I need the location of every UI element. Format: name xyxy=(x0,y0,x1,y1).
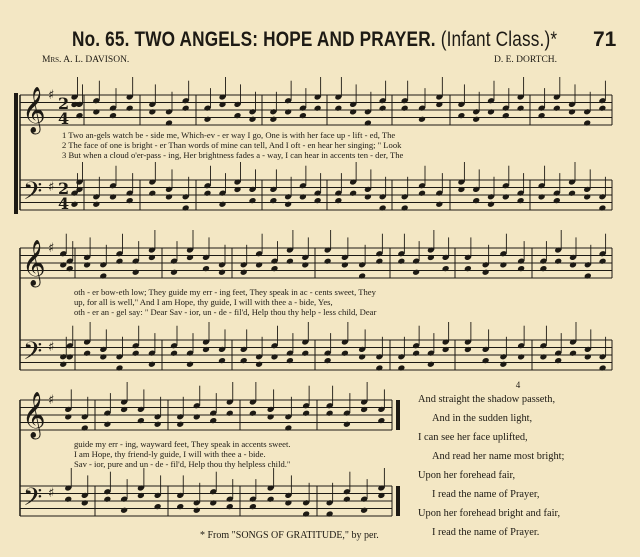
note-head xyxy=(209,417,217,424)
note-head xyxy=(324,357,332,364)
note-head xyxy=(457,112,465,119)
bass-clef: 𝄢 xyxy=(23,177,43,212)
note-head xyxy=(299,193,307,200)
lyric-line-s2-v2: up, for all is well," And I am Hope, thy guide, I will with thee a - bide, Yes, xyxy=(74,297,333,307)
note-head xyxy=(482,269,490,276)
note-head xyxy=(255,261,263,268)
note-head xyxy=(132,350,140,357)
note-head xyxy=(379,105,387,112)
time-signature: 4 xyxy=(58,194,70,213)
note-head xyxy=(364,193,372,200)
note-head xyxy=(154,503,162,510)
note-head xyxy=(154,421,162,428)
note-head xyxy=(302,410,310,417)
note-head xyxy=(193,507,201,514)
note-head xyxy=(120,507,128,514)
note-head xyxy=(502,193,510,200)
note-head xyxy=(92,108,100,115)
note-head xyxy=(165,193,173,200)
composer-credit: Mrs. A. L. DAVISON. xyxy=(42,55,130,65)
note-head xyxy=(271,353,279,360)
note-head xyxy=(126,105,134,112)
note-head xyxy=(472,197,480,204)
note-head xyxy=(176,503,184,510)
note-head xyxy=(182,105,190,112)
note-head xyxy=(234,112,242,119)
note-head xyxy=(186,361,194,368)
final-barline xyxy=(396,400,400,430)
note-head xyxy=(401,105,409,112)
hymn-subtitle: (Infant Class.)* xyxy=(440,28,558,51)
verse-number: 4 xyxy=(515,380,521,390)
note-head xyxy=(81,499,89,506)
note-head xyxy=(204,190,212,197)
note-head xyxy=(255,361,263,368)
note-head xyxy=(502,112,510,119)
note-head xyxy=(103,421,111,428)
note-head xyxy=(271,265,279,272)
lyric-line-s3-v1: guide my err - ing, wayward feet, They speak in accents sweet. xyxy=(74,439,291,449)
note-head xyxy=(148,190,156,197)
note-head xyxy=(240,357,248,364)
note-head xyxy=(301,261,309,268)
note-head xyxy=(464,265,472,272)
treble-clef: 𝄞 xyxy=(22,240,46,286)
note-head xyxy=(132,269,140,276)
verse-line: Upon her forehead fair, xyxy=(418,470,516,481)
note-head xyxy=(418,190,426,197)
note-head xyxy=(324,258,332,265)
note-head xyxy=(226,410,234,417)
note-head xyxy=(66,265,74,272)
note-head xyxy=(284,201,292,208)
note-head xyxy=(314,105,322,112)
note-head xyxy=(269,116,277,123)
note-head xyxy=(299,112,307,119)
verse-line: Upon her forehead bright and fair, xyxy=(418,508,561,519)
number-title: No. 65. TWO ANGELS: HOPE AND PRAYER. xyxy=(72,28,436,51)
note-head xyxy=(554,258,562,265)
note-head xyxy=(412,350,420,357)
footnote: * From "SONGS OF GRATITUDE," by per. xyxy=(200,530,379,541)
note-head xyxy=(218,357,226,364)
note-head xyxy=(499,261,507,268)
note-head xyxy=(83,261,91,268)
note-head xyxy=(64,413,72,420)
note-head xyxy=(499,361,507,368)
note-head xyxy=(397,258,405,265)
lyric-line-s2-v1: oth - er bow-eth low; They guide my err - ing feet, They speak in ac - cents sweet, They xyxy=(74,287,376,297)
note-head xyxy=(539,265,547,272)
note-head xyxy=(103,496,111,503)
note-head xyxy=(349,190,357,197)
note-head xyxy=(377,417,385,424)
verse-line: I can see her face uplifted, xyxy=(418,432,528,443)
note-head xyxy=(568,190,576,197)
sharp-sign: ♯ xyxy=(48,486,55,501)
note-head xyxy=(218,269,226,276)
sharp-sign: ♯ xyxy=(48,88,55,103)
note-head xyxy=(539,353,547,360)
verse-line: I read the name of Prayer. xyxy=(432,527,540,538)
note-head xyxy=(569,261,577,268)
note-head xyxy=(599,258,607,265)
note-head xyxy=(219,201,227,208)
note-head xyxy=(487,201,495,208)
sharp-sign: ♯ xyxy=(48,241,55,256)
note-head xyxy=(343,496,351,503)
note-head xyxy=(202,265,210,272)
sharp-sign: ♯ xyxy=(48,180,55,195)
time-signature: 2 xyxy=(58,179,70,198)
note-head xyxy=(326,410,334,417)
treble-clef: 𝄞 xyxy=(22,87,46,133)
note-head xyxy=(334,105,342,112)
note-head xyxy=(517,265,525,272)
verse-line: And straight the shadow passeth, xyxy=(418,394,556,405)
note-head xyxy=(341,350,349,357)
sharp-sign: ♯ xyxy=(48,340,55,355)
verse-line: I read the name of Prayer, xyxy=(432,489,540,500)
note-head xyxy=(360,507,368,514)
verse-line: And in the sudden light, xyxy=(432,413,533,424)
lyric-line-s1-v3: 3 But when a cloud o'er-pass - ing, Her brightness fades a - way, I can hear in accents ten - der, The xyxy=(62,150,404,160)
note-head xyxy=(249,503,257,510)
note-head xyxy=(249,410,257,417)
note-head xyxy=(553,105,561,112)
note-head xyxy=(267,496,275,503)
note-head xyxy=(267,413,275,420)
note-head xyxy=(99,353,107,360)
note-head xyxy=(193,413,201,420)
note-head xyxy=(204,116,212,123)
note-head xyxy=(517,197,525,204)
note-head xyxy=(538,193,546,200)
note-head xyxy=(170,350,178,357)
note-head xyxy=(358,353,366,360)
note-head xyxy=(109,112,117,119)
note-head xyxy=(349,108,357,115)
time-signature: 4 xyxy=(58,109,70,128)
note-head xyxy=(301,350,309,357)
note-head xyxy=(584,353,592,360)
note-head xyxy=(137,417,145,424)
note-head xyxy=(598,105,606,112)
note-head xyxy=(92,201,100,208)
note-head xyxy=(226,503,234,510)
note-head xyxy=(240,269,248,276)
note-head xyxy=(412,269,420,276)
note-head xyxy=(568,108,576,115)
note-head xyxy=(341,261,349,268)
sharp-sign: ♯ xyxy=(48,393,55,408)
note-head xyxy=(583,193,591,200)
note-head xyxy=(482,357,490,364)
note-head xyxy=(375,258,383,265)
lyric-line-s1-v2: 2 The face of one is bright - er Than words of mine can tell, And I oft - en hear her singing; " Look xyxy=(62,140,402,150)
note-head xyxy=(126,197,134,204)
verse-line: And read her name most bright; xyxy=(432,451,565,462)
note-head xyxy=(418,116,426,123)
note-head xyxy=(116,258,124,265)
note-head xyxy=(314,197,322,204)
note-head xyxy=(435,201,443,208)
note-head xyxy=(517,105,525,112)
note-head xyxy=(269,197,277,204)
note-head xyxy=(148,108,156,115)
note-head xyxy=(209,499,217,506)
note-head xyxy=(76,112,84,119)
note-head xyxy=(284,108,292,115)
note-head xyxy=(334,197,342,204)
note-head xyxy=(517,353,525,360)
lyric-line-s1-v1: 1 Two an-gels watch be - side me, Which-ev - er way I go, One is with her face up - lift - ed, The xyxy=(62,130,396,140)
lyric-line-s3-v3: Sav - ior, pure and un - de - fil'd, Help thou thy helpless child." xyxy=(74,459,291,469)
system-brace xyxy=(14,93,18,214)
note-head xyxy=(59,261,67,268)
note-head xyxy=(148,361,156,368)
lyric-line-s2-v3: oth - er an - gel say: " Dear Sav - ior, un - de - fil'd, Help thou thy help - less child, Dear xyxy=(74,307,377,317)
time-signature: 2 xyxy=(58,94,70,113)
bass-clef: 𝄢 xyxy=(23,483,43,518)
note-head xyxy=(286,258,294,265)
note-head xyxy=(554,357,562,364)
verse-four xyxy=(418,380,618,546)
arranger-credit: D. E. DORTCH. xyxy=(494,55,558,65)
note-head xyxy=(176,421,184,428)
note-head xyxy=(442,265,450,272)
note-head xyxy=(569,350,577,357)
note-head xyxy=(109,193,117,200)
note-head xyxy=(427,361,435,368)
note-head xyxy=(553,197,561,204)
note-head xyxy=(286,357,294,364)
bass-clef: 𝄢 xyxy=(23,337,43,372)
note-head xyxy=(83,350,91,357)
final-barline xyxy=(396,486,400,516)
page-number: 71 xyxy=(593,28,617,51)
note-head xyxy=(343,421,351,428)
note-head xyxy=(71,201,79,208)
note-head xyxy=(64,496,72,503)
note-head xyxy=(249,197,257,204)
note-head xyxy=(66,353,74,360)
note-head xyxy=(284,499,292,506)
note-head xyxy=(170,269,178,276)
note-head xyxy=(472,116,480,123)
note-head xyxy=(249,116,257,123)
treble-clef: 𝄞 xyxy=(22,392,46,438)
lyric-line-s3-v2: I am Hope, thy friend-ly guide, I will with thee a - bide. xyxy=(74,449,266,459)
note-head xyxy=(487,108,495,115)
note-head xyxy=(59,361,67,368)
note-head xyxy=(538,112,546,119)
